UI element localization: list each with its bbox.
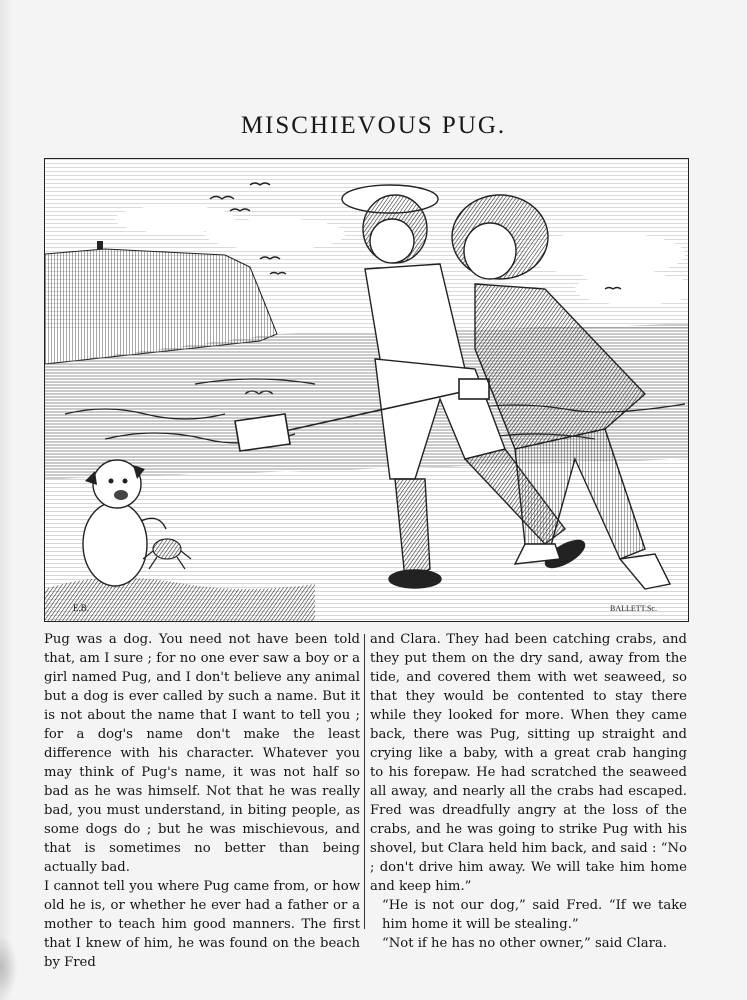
column-divider (364, 634, 365, 929)
engraving-illustration (44, 158, 689, 622)
page-stain (0, 935, 18, 1000)
lighthouse (97, 241, 103, 249)
paragraph: and Clara. They had been catching crabs, and they put them on the dry sand, away from the tide, and covered them with wet seaweed, so that they would be contented to stay there while they looked for more. When they came back, there was Pug, sitting up straight and crying like a baby, with a great crab hanging to his forepaw. He had scratched the seaweed all away, and nearly all the crabs had escaped. Fred was dreadfully angry at the loss of the crabs, and he was going to strike Pug with his shovel, but Clara held him back, and said : “No ; don't drive him away. We will take him home and keep him.” (370, 632, 687, 894)
paragraph: “Not if he has no other owner,” said Clara. (382, 936, 667, 951)
engraver-initials: E.B. (73, 603, 90, 613)
page-edge-shadow (0, 0, 12, 1000)
paragraph: Pug was a dog. You need not have been told that, am I sure ; for no one ever saw a boy or a girl named Pug, and I don't believe any animal but a dog is ever called by such a name. But it is not about the name that I want to tell you ; for a dog's name don't make the least difference with his character. Whatever you may think of Pug's name, it was not half so bad as he was himself. Not that he was really bad, you must understand, in biting people, as some dogs do ; but he was mischievous, and that is sometimes no better than being actually bad. (44, 632, 360, 875)
text-column-right (370, 630, 687, 953)
engraver-signature: BALLETT.Sc. (610, 604, 657, 613)
text-column-left (44, 630, 360, 972)
page-title: MISCHIEVOUS PUG. (240, 112, 507, 139)
paragraph: “He is not our dog,” said Fred. “If we take him home it will be stealing.” (382, 898, 687, 932)
paragraph: I cannot tell you where Pug came from, or how old he is, or whether he ever had a father or a mother to teach him good manners. The first that I knew of him, he was found on the beach by Fred (44, 879, 360, 970)
